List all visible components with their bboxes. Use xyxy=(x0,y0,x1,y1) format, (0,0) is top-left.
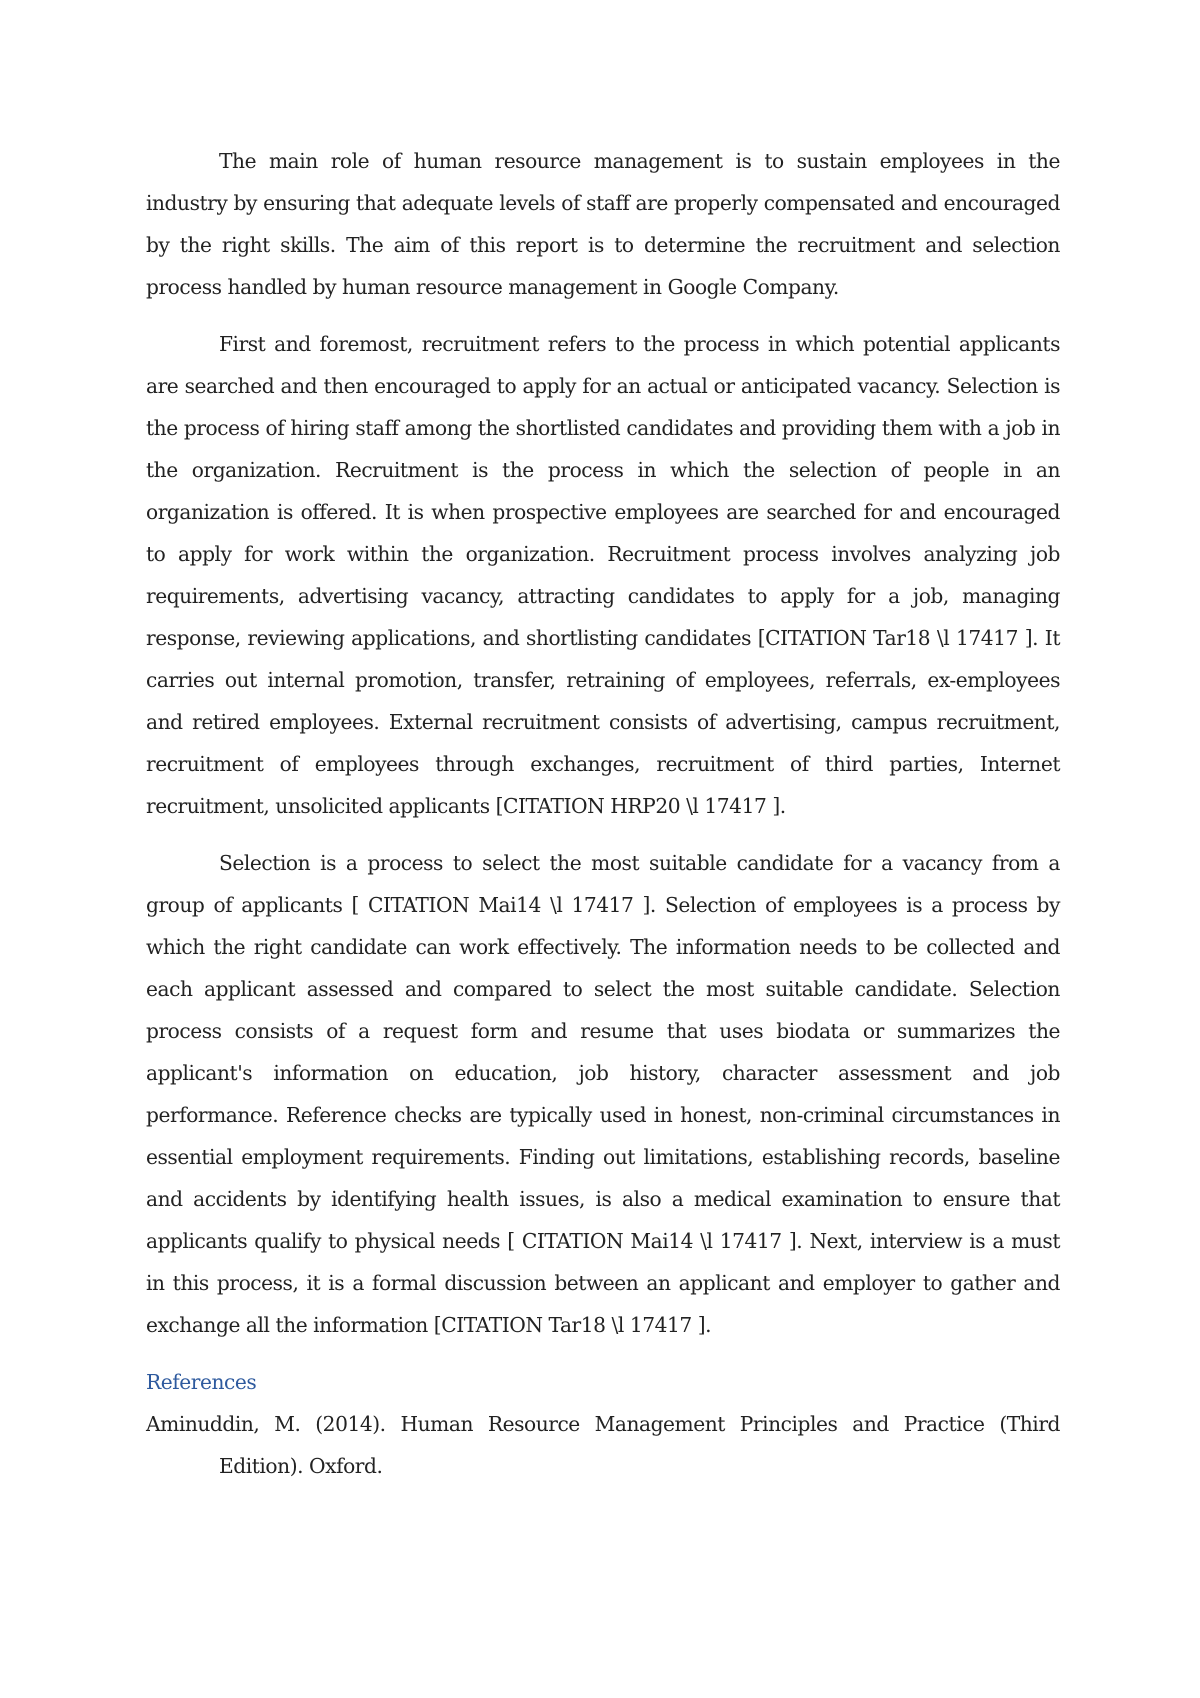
paragraph-selection: Selection is a process to select the most suitable candidate for a vacancy from a group of applicants [ CITATION Mai14 \l 17417 ]. Selection of employees is a process by which the right candidate can work effectively. The information needs to be collected and each applicant assessed and compared to select the most suitable candidate. Selection process consists of a request form and resume that uses biodata or summarizes the applicant's information on education, job history, character assessment and job performance. Reference checks are typically used in honest, non-criminal circumstances in essential employment requirements. Finding out limitations, establishing records, baseline and accidents by identifying health issues, is also a medical examination to ensure that applicants qualify to physical needs [ CITATION Mai14 \l 17417 ]. Next, interview is a must in this process, it is a formal discussion between an applicant and employer to gather and exchange all the information [CITATION Tar18 \l 17417 ]. xyxy=(146,851,1060,1337)
reference-entry: Aminuddin, M. (2014). Human Resource Management Principles and Practice (Third Edition). Oxford. xyxy=(146,1412,1060,1478)
paragraph-introduction: The main role of human resource management is to sustain employees in the industry by ensuring that adequate levels of staff are properly compensated and encouraged by the right skills. The aim of this report is to determine the recruitment and selection process handled by human resource management in Google Company. xyxy=(146,149,1060,299)
references-heading: References xyxy=(146,1370,257,1394)
document-body xyxy=(146,140,1060,1487)
paragraph-recruitment: First and foremost, recruitment refers to the process in which potential applicants are searched and then encouraged to apply for an actual or anticipated vacancy. Selection is the process of hiring staff among the shortlisted candidates and providing them with a job in the organization. Recruitment is the process in which the selection of people in an organization is offered. It is when prospective employees are searched for and encouraged to apply for work within the organization. Recruitment process involves analyzing job requirements, advertising vacancy, attracting candidates to apply for a job, managing response, reviewing applications, and shortlisting candidates [CITATION Tar18 \l 17417 ]. It carries out internal promotion, transfer, retraining of employees, referrals, ex-employees and retired employees. External recruitment consists of advertising, campus recruitment, recruitment of employees through exchanges, recruitment of third parties, Internet recruitment, unsolicited applicants [CITATION HRP20 \l 17417 ]. xyxy=(146,332,1060,818)
